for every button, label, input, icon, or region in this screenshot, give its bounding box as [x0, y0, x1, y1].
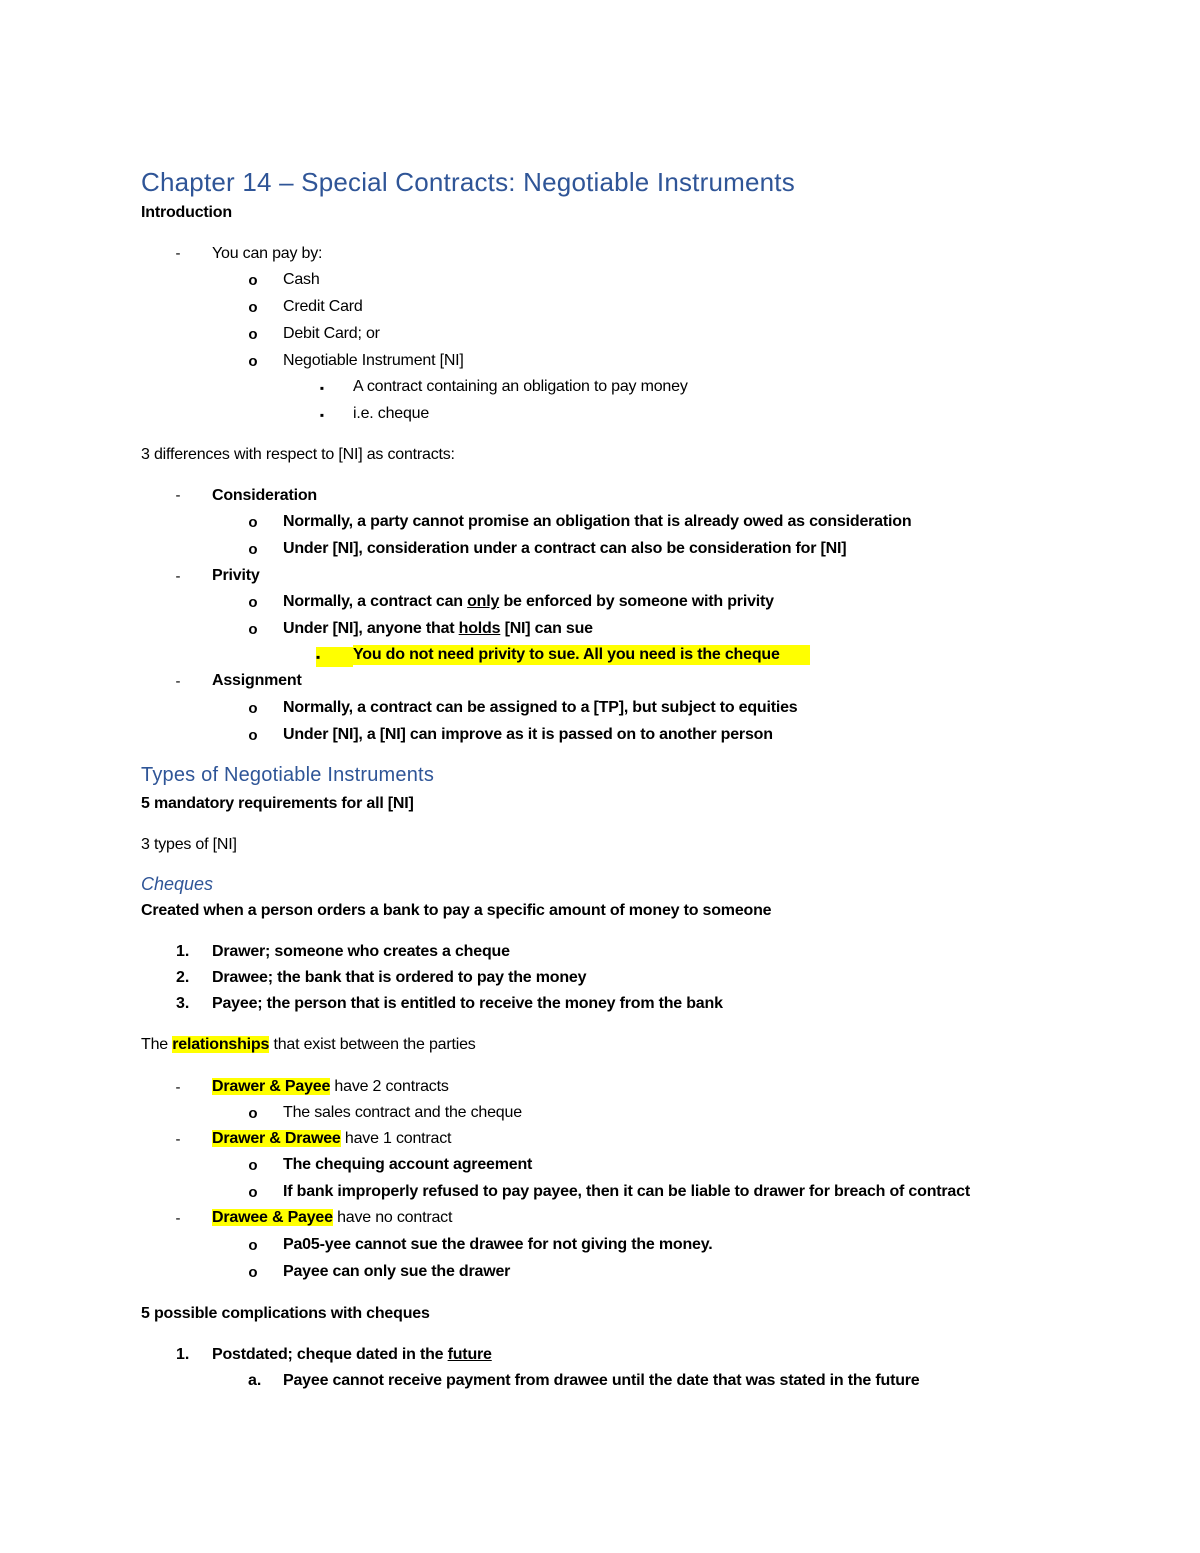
complication-postdated: Postdated; cheque dated in the future	[212, 1346, 492, 1363]
relationship-drawee-payee: Drawee & Payee have no contract	[212, 1209, 453, 1226]
circle-bullet: o	[248, 621, 258, 638]
pay-by-item: You can pay by:	[212, 245, 323, 262]
party-drawee: Drawee; the bank that is ordered to pay the money	[212, 969, 587, 986]
relationship-drawer-drawee: Drawer & Drawee have 1 contract	[212, 1130, 452, 1147]
assignment-label: Assignment	[212, 672, 302, 689]
ni-sub-contract: A contract containing an obligation to pay money	[353, 378, 688, 395]
dash-bullet: -	[175, 1079, 181, 1096]
circle-bullet: o	[248, 1157, 258, 1174]
circle-bullet: o	[248, 1264, 258, 1281]
pay-item-cash: Cash	[283, 271, 320, 288]
relationship-sub: Payee can only sue the drawer	[283, 1263, 511, 1280]
circle-bullet: o	[248, 299, 258, 316]
dash-bullet: -	[175, 487, 181, 504]
list-number: 1.	[176, 1346, 190, 1363]
dash-bullet: -	[175, 568, 181, 585]
complication-sub: Payee cannot receive payment from drawee until the date that was stated in the future	[283, 1372, 920, 1389]
pay-item-ni: Negotiable Instrument [NI]	[283, 352, 464, 369]
relationship-sub: If bank improperly refused to pay payee, then it can be liable to drawer for breach of contract	[283, 1183, 970, 1200]
dash-bullet: -	[175, 1131, 181, 1148]
relationship-sub: The chequing account agreement	[283, 1156, 533, 1173]
relationship-drawer-payee: Drawer & Payee have 2 contracts	[212, 1078, 449, 1095]
highlight-relationships: relationships	[172, 1036, 270, 1053]
complications-heading: 5 possible complications with cheques	[141, 1305, 430, 1322]
privity-item: Under [NI], anyone that holds [NI] can sue	[283, 620, 593, 637]
circle-bullet: o	[248, 700, 258, 717]
list-number: 1.	[176, 943, 190, 960]
dash-bullet: -	[175, 673, 181, 690]
assignment-item: Under [NI], a [NI] can improve as it is passed on to another person	[283, 726, 773, 743]
circle-bullet: o	[248, 272, 258, 289]
dash-bullet: -	[175, 245, 181, 262]
circle-bullet: o	[248, 514, 258, 531]
circle-bullet: o	[248, 541, 258, 558]
cheques-definition: Created when a person orders a bank to pay a specific amount of money to someone	[141, 902, 772, 919]
list-letter: a.	[248, 1372, 262, 1389]
square-bullet: ▪	[319, 408, 325, 422]
circle-bullet: o	[248, 353, 258, 370]
list-number: 2.	[176, 969, 190, 986]
privity-label: Privity	[212, 567, 260, 584]
differences-heading: 3 differences with respect to [NI] as contracts:	[141, 446, 455, 463]
circle-bullet: o	[248, 1105, 258, 1122]
relationships-heading: The relationships that exist between the parties	[141, 1036, 476, 1053]
circle-bullet: o	[248, 1237, 258, 1254]
consideration-label: Consideration	[212, 487, 317, 504]
square-bullet-highlight: ▪	[316, 647, 353, 667]
types-heading: Types of Negotiable Instruments	[141, 764, 435, 786]
circle-bullet: o	[248, 1184, 258, 1201]
mandatory-requirements: 5 mandatory requirements for all [NI]	[141, 795, 414, 812]
three-types: 3 types of [NI]	[141, 836, 237, 853]
privity-item: Normally, a contract can only be enforced by someone with privity	[283, 593, 774, 610]
underlined-holds: holds	[458, 620, 501, 637]
circle-bullet: o	[248, 594, 258, 611]
assignment-item: Normally, a contract can be assigned to a [TP], but subject to equities	[283, 699, 798, 716]
circle-bullet: o	[248, 727, 258, 744]
circle-bullet: o	[248, 326, 258, 343]
page-title: Chapter 14 – Special Contracts: Negotiable Instruments	[141, 167, 795, 197]
privity-highlight-note: You do not need privity to sue. All you need is the cheque	[353, 645, 810, 665]
ni-sub-cheque: i.e. cheque	[353, 405, 430, 422]
square-bullet: ▪	[319, 381, 325, 395]
underlined-future: future	[447, 1346, 492, 1363]
intro-heading: Introduction	[141, 204, 232, 221]
underlined-only: only	[467, 593, 500, 610]
party-drawer: Drawer; someone who creates a cheque	[212, 943, 510, 960]
relationship-sub: The sales contract and the cheque	[283, 1104, 522, 1121]
list-number: 3.	[176, 995, 190, 1012]
cheques-heading: Cheques	[141, 874, 214, 894]
consideration-item: Under [NI], consideration under a contract can also be consideration for [NI]	[283, 540, 847, 557]
party-payee: Payee; the person that is entitled to receive the money from the bank	[212, 995, 723, 1012]
pay-item-debit: Debit Card; or	[283, 325, 380, 342]
relationship-sub: Pa05-yee cannot sue the drawee for not giving the money.	[283, 1236, 713, 1253]
consideration-item: Normally, a party cannot promise an obligation that is already owed as consideration	[283, 513, 912, 530]
dash-bullet: -	[175, 1210, 181, 1227]
pay-item-credit: Credit Card	[283, 298, 363, 315]
